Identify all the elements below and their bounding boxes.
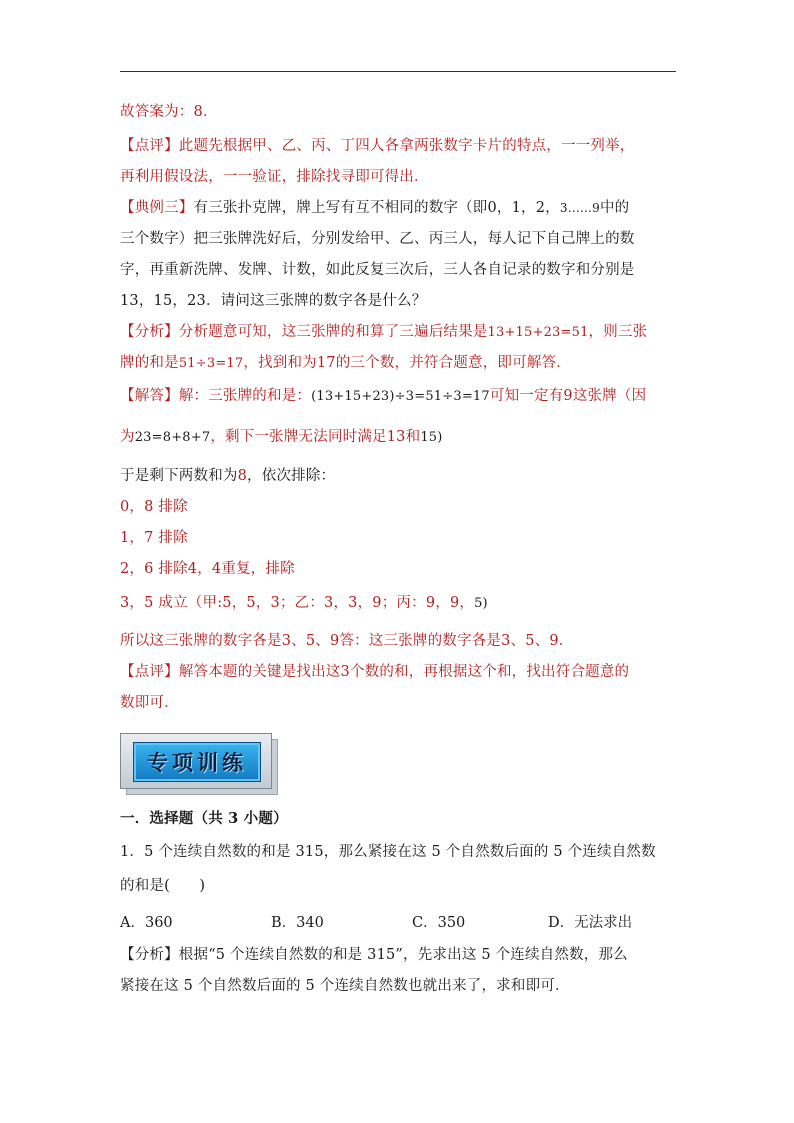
review-line-1: 【点评】解答本题的关键是找出这3个数的和，再根据这个和，找出符合题意的: [120, 664, 630, 680]
option-a[interactable]: A．360: [120, 915, 173, 931]
question-line-1: 1．5 个连续自然数的和是 315，那么紧接在这 5 个自然数后面的 5 个连续自然数: [120, 844, 656, 860]
solution-line-2: 为23=8+8+7，剩下一张牌无法同时满足13和15): [120, 429, 443, 445]
example-line-1: 【典例三】有三张扑克牌，牌上写有互不相同的数字（即0，1，2，3……9中的: [120, 200, 630, 216]
banner-label: 专项训练: [147, 751, 247, 775]
solution-line-1: 【解答】解：三张牌的和是：(13+15+23)÷3=51÷3=17可知一定有9这张牌（因: [120, 388, 647, 404]
banner-plate: [120, 733, 272, 789]
example-line-4: 13，15，23．请问这三张牌的数字各是什么？: [120, 293, 427, 309]
analysis2-line-2: 紧接在这 5 个自然数后面的 5 个连续自然数也就出来了，求和即可．: [120, 978, 570, 994]
option-d[interactable]: D．无法求出: [548, 915, 633, 931]
section-banner: [120, 733, 278, 795]
analysis2-line-1: 【分析】根据“5 个连续自然数的和是 315”，先求出这 5 个连续自然数，那么: [120, 947, 628, 963]
option-c[interactable]: C．350: [412, 915, 466, 931]
comment-line-1: 【点评】此题先根据甲、乙、丙、丁四人各拿两张数字卡片的特点，一一列举，: [120, 138, 635, 154]
header-rule: [120, 71, 676, 72]
elim-line-0-8: 0，8 排除: [120, 499, 188, 515]
example-line-2: 三个数字）把三张牌洗好后，分别发给甲、乙、丙三人，每人记下自己牌上的数: [120, 231, 635, 247]
answer-line: 故答案为：8．: [120, 104, 218, 120]
analysis-line-2: 牌的和是51÷3=17，找到和为17的三个数，并符合题意，即可解答．: [120, 355, 571, 371]
example-line-3: 字，再重新洗牌、发牌、计数，如此反复三次后，三人各自记录的数字和分别是: [120, 262, 635, 278]
conclusion-line: 所以这三张牌的数字各是3、5、9答：这三张牌的数字各是3、5、9．: [120, 633, 574, 649]
option-b[interactable]: B．340: [271, 915, 324, 931]
section-title: 一．选择题（共 3 小题）: [120, 810, 288, 827]
question-line-2: 的和是( ): [120, 878, 206, 894]
elim-line-1-7: 1，7 排除: [120, 530, 188, 546]
banner-inner: [133, 742, 261, 782]
analysis-line-1: 【分析】分析题意可知，这三张牌的和算了三遍后结果是13+15+23=51，则三张: [120, 324, 648, 340]
comment-line-2: 再利用假设法，一一验证，排除找寻即可得出．: [120, 169, 429, 185]
valid-line-3-5: 3，5 成立（甲:5，5，3；乙：3，3，9；丙：9，9，5): [120, 595, 488, 611]
elim-line-2-6: 2，6 排除4，4重复，排除: [120, 561, 295, 577]
solution-line-3: 于是剩下两数和为8，依次排除：: [120, 468, 336, 484]
review-line-2: 数即可．: [120, 695, 179, 711]
